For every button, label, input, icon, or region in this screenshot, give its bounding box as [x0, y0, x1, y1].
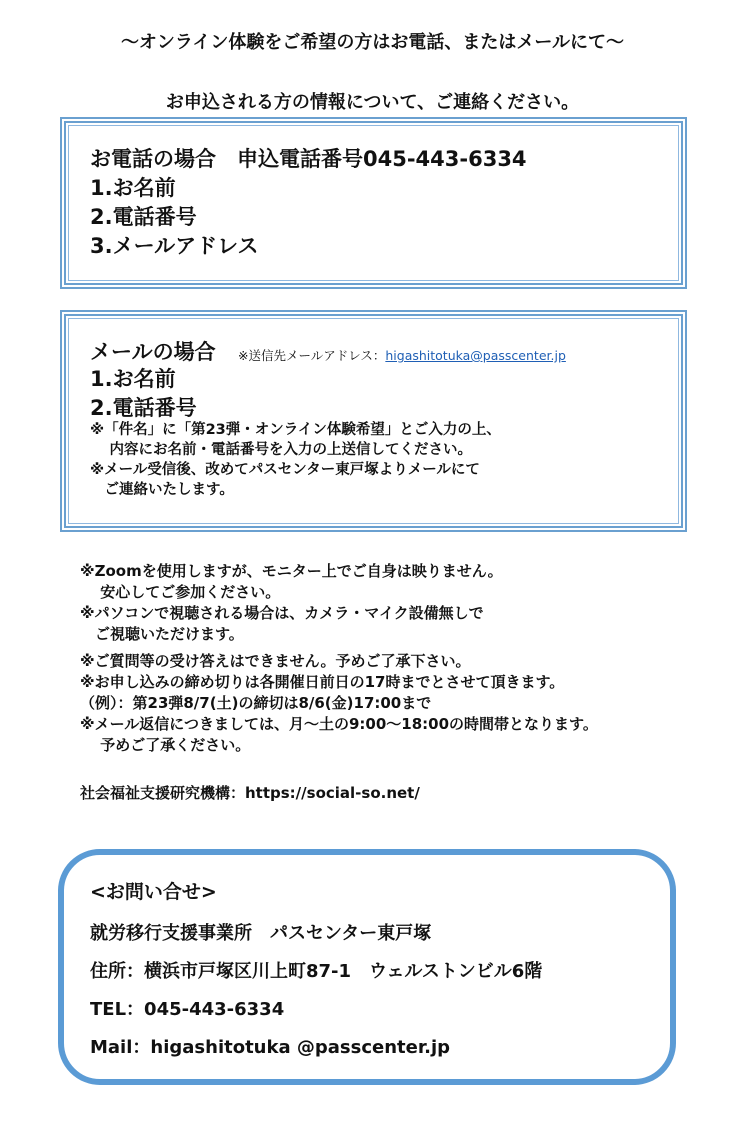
contact-box [58, 849, 676, 1085]
contact-address: 住所：横浜市戸塚区川上町87-1 ウェルストンビル6階 [90, 961, 543, 982]
phone-application-box [60, 117, 687, 289]
mail-note-line: 内容にお名前・電話番号を入力の上送信してください。 [90, 442, 473, 458]
phone-item-name: 1.お名前 [90, 176, 176, 200]
note-line: （例）：第23弾8/7(土)の締切は8/6(金)17:00まで [80, 694, 432, 712]
note-line: ※お申し込みの締め切りは各開催日前日の17時までとさせて頂きます。 [80, 673, 565, 691]
mail-note-line: ※メール受信後、改めてパスセンター東戸塚よりメールにて [90, 462, 480, 478]
mail-box-heading: メールの場合 [90, 340, 216, 364]
mail-address-label: ※送信先メールアドレス： [238, 348, 386, 363]
contact-title: <お問い合せ> [90, 881, 217, 903]
header-line-1: ～オンライン体験をご希望の方はお電話、またはメールにて～ [120, 32, 625, 53]
note-line: ※ご質問等の受け答えはできません。予めご了承下さい。 [80, 652, 471, 670]
note-line: 安心してご参加ください。 [80, 583, 281, 601]
note-line: ご視聴いただけます。 [80, 625, 244, 643]
contact-mail: Mail：higashitotuka @passcenter.jp [90, 1037, 451, 1058]
organization-line: 社会福祉支援研究機構：https://social-so.net/ [80, 784, 420, 802]
note-line: 予めご了承ください。 [80, 736, 251, 754]
mail-note-line: ※「件名」に「第23弾・オンライン体験希望」とご入力の上、 [90, 422, 501, 438]
note-line: ※Zoomを使用しますが、モニター上でご自身は映りません。 [80, 562, 503, 580]
mail-address-row [238, 346, 566, 364]
mail-address-link[interactable]: higashitotuka@passcenter.jp [385, 348, 566, 363]
contact-office: 就労移行支援事業所 パスセンター東戸塚 [90, 923, 432, 944]
contact-tel: TEL：045-443-6334 [90, 999, 285, 1020]
mail-note-line: ご連絡いたします。 [90, 482, 234, 498]
note-line: ※パソコンで視聴される場合は、カメラ・マイク設備無しで [80, 604, 484, 622]
phone-item-tel: 2.電話番号 [90, 205, 197, 229]
phone-item-email: 3.メールアドレス [90, 234, 259, 258]
note-line: ※メール返信につきましては、月～土の9:00～18:00の時間帯となります。 [80, 715, 598, 733]
header-line-2: お申込される方の情報について、ご連絡ください。 [165, 92, 580, 113]
mail-item-name: 1.お名前 [90, 367, 176, 391]
phone-box-heading: お電話の場合 申込電話番号045-443-6334 [90, 147, 527, 171]
mail-item-tel: 2.電話番号 [90, 396, 197, 420]
mail-application-box [60, 310, 687, 532]
